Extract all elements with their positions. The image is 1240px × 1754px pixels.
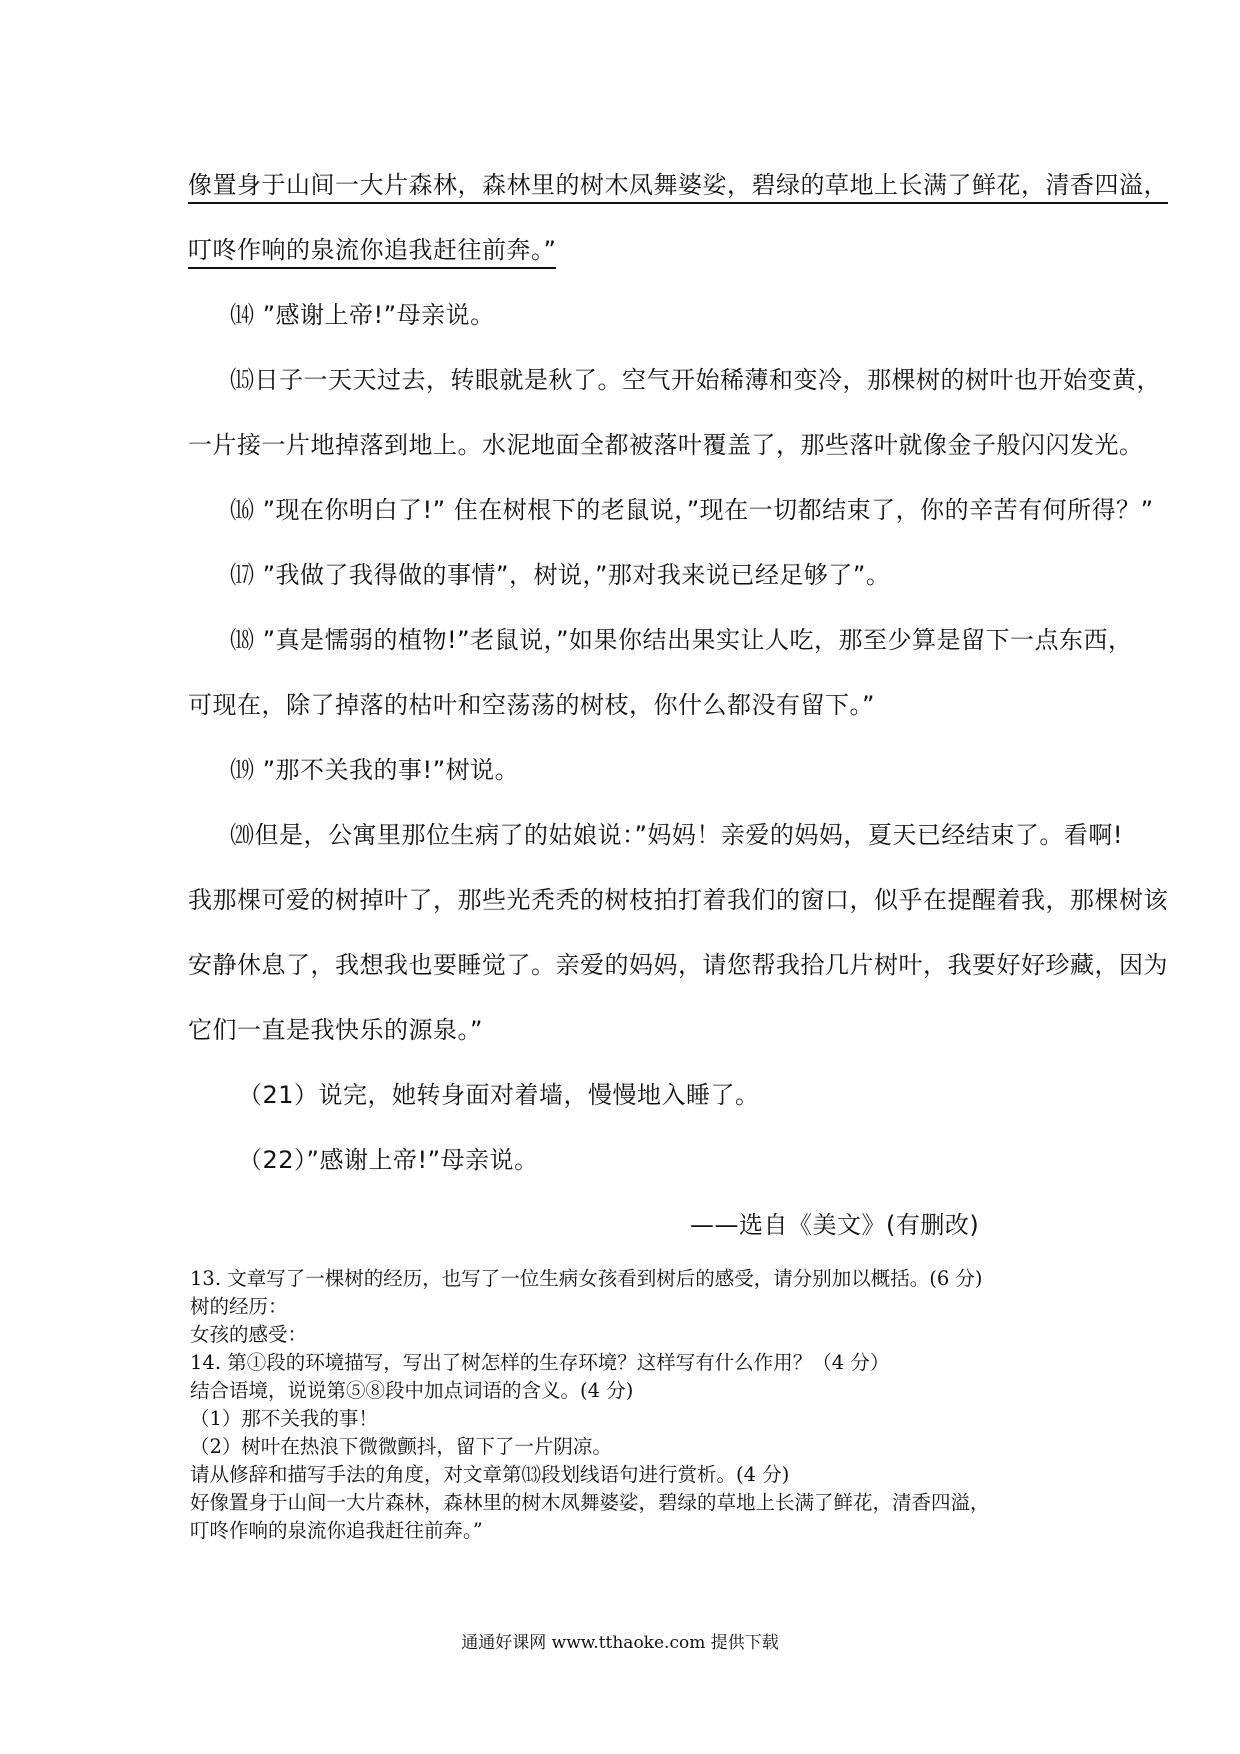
question-13-girl-label: 女孩的感受： <box>190 1323 308 1346</box>
paragraph-20-line-3: 安静休息了，我想我也要睡觉了。亲爱的妈妈，请您帮我拾几片树叶，我要好好珍藏，因为 <box>188 951 1168 979</box>
question-13-tree-label: 树的经历： <box>190 1295 288 1318</box>
paragraph-22: （22）”感谢上帝!”母亲说。 <box>238 1146 539 1174</box>
question-13: 13. 文章写了一棵树的经历，也写了一位生病女孩看到树后的感受，请分别加以概括。(6 分) <box>190 1267 983 1290</box>
paragraph-14: ⒁ ”感谢上帝!”母亲说。 <box>230 301 495 329</box>
paragraph-20-line-2: 我那棵可爱的树掉叶了，那些光秃秃的树枝拍打着我们的窗口，似乎在提醒着我，那棵树该 <box>188 886 1168 914</box>
paragraph-17: ⒄ ”我做了我得做的事情”，树说，”那对我来说已经足够了”。 <box>230 561 891 589</box>
paragraph-18-line-1: ⒅ ”真是懦弱的植物!”老鼠说，”如果你结出果实让人吃，那至少算是留下一点东西， <box>230 626 1133 654</box>
question-15-item-2: （2）树叶在热浪下微微颤抖，留下了一片阴凉。 <box>190 1435 612 1458</box>
question-14: 14. 第①段的环境描写，写出了树怎样的生存环境？这样写有什么作用？（4 分） <box>190 1351 890 1374</box>
question-15-item-1: （1）那不关我的事！ <box>190 1407 378 1430</box>
paragraph-20-line-4: 它们一直是我快乐的源泉。” <box>188 1016 483 1044</box>
paragraph-18-line-2: 可现在，除了掉落的枯叶和空荡荡的树枝，你什么都没有留下。” <box>188 691 875 719</box>
paragraph-15-line-2: 一片接一片地掉落到地上。水泥地面全都被落叶覆盖了，那些落叶就像金子般闪闪发光。 <box>188 431 1144 459</box>
paragraph-19: ⒆ ”那不关我的事!”树说。 <box>230 756 520 784</box>
source-attribution: ——选自《美文》(有删改) <box>690 1211 980 1239</box>
question-15: 结合语境，说说第⑤⑧段中加点词语的含义。(4 分) <box>190 1379 634 1402</box>
paragraph-20-line-1: ⒇但是，公寓里那位生病了的姑娘说：”妈妈！亲爱的妈妈，夏天已经结束了。看啊! <box>230 821 1124 849</box>
paragraph-13-line-1: 像置身于山间一大片森林，森林里的树木凤舞婆娑，碧绿的草地上长满了鲜花，清香四溢， <box>188 170 1168 204</box>
paragraph-21: （21）说完，她转身面对着墙，慢慢地入睡了。 <box>238 1081 760 1109</box>
footer-download-notice: 通通好课网 www.tthaoke.com 提供下载 <box>461 1633 779 1653</box>
paragraph-15-line-1: ⒂日子一天天过去，转眼就是秋了。空气开始稀薄和变冷，那棵树的树叶也开始变黄， <box>230 366 1161 394</box>
question-16: 请从修辞和描写手法的角度，对文章第⒀段划线语句进行赏析。(4 分) <box>190 1463 790 1486</box>
paragraph-13-line-2: 叮咚作响的泉流你追我赶往前奔。” <box>188 235 556 269</box>
question-16-quote-line-1: 好像置身于山间一大片森林，森林里的树木凤舞婆娑，碧绿的草地上长满了鲜花，清香四溢， <box>190 1491 990 1514</box>
paragraph-16: ⒃ ”现在你明白了!” 住在树根下的老鼠说，”现在一切都结束了，你的辛苦有何所得？” <box>230 496 1154 524</box>
question-16-quote-line-2: 叮咚作响的泉流你追我赶往前奔。” <box>190 1519 483 1542</box>
